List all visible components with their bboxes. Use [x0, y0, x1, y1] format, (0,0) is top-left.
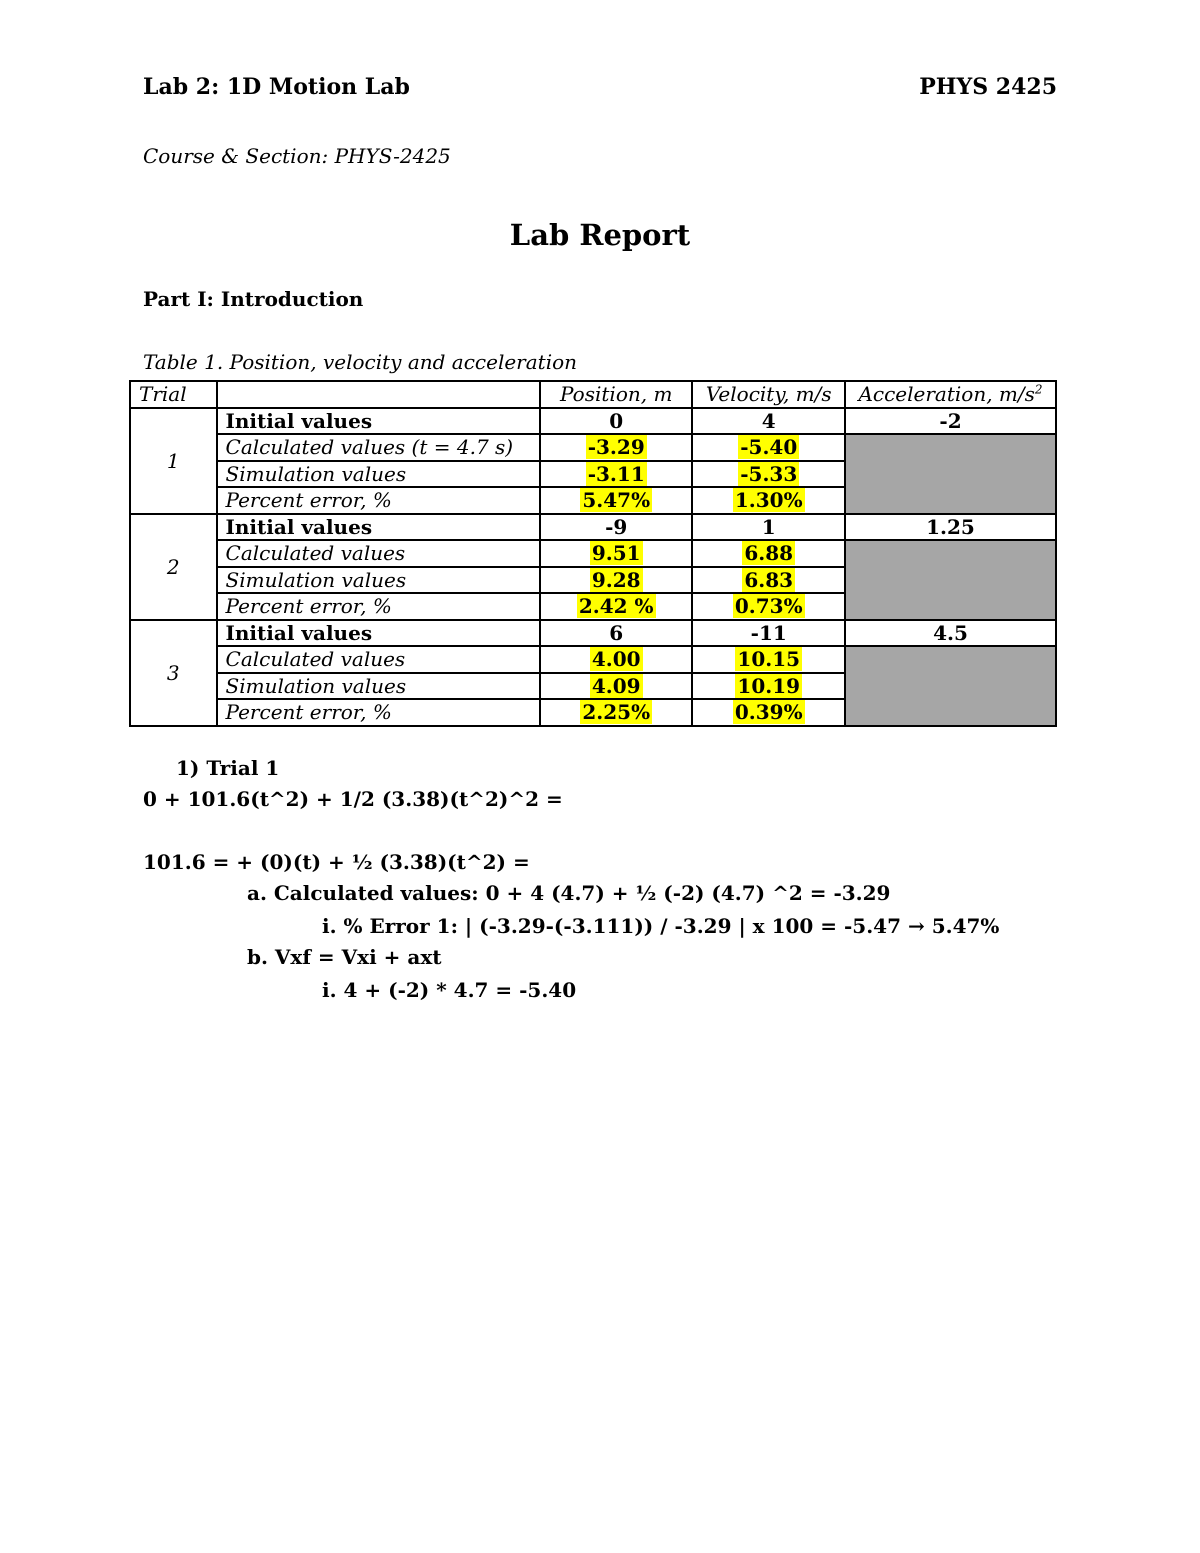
- highlighted-value: 2.25%: [582, 700, 651, 725]
- highlighted-value: 2.42 %: [578, 594, 654, 619]
- highlighted-value: 4.09: [591, 673, 641, 698]
- cell-acceleration: 1.25: [845, 514, 1056, 541]
- cell-velocity: [692, 487, 845, 514]
- header-trial: Trial: [130, 381, 217, 408]
- cell-position: [540, 434, 693, 461]
- row-label: Initial values: [217, 514, 540, 541]
- row-label: Calculated values: [217, 646, 540, 673]
- highlighted-value: 1.30%: [734, 488, 803, 513]
- work-line-2: 101.6 = + (0)(t) + ½ (3.38)(t^2) =: [143, 850, 530, 874]
- work-step-b: b. Vxf = Vxi + axt: [247, 945, 442, 969]
- work-line-1: 0 + 101.6(t^2) + 1/2 (3.38)(t^2)^2 =: [143, 787, 563, 811]
- work-step-a-i: i. % Error 1: | (-3.29-(-3.111)) / -3.29 | x 100 = -5.47 → 5.47%: [322, 914, 1000, 938]
- cell-position: [540, 699, 693, 726]
- cell-velocity: -11: [692, 620, 845, 647]
- table-row: [130, 434, 1056, 461]
- highlighted-value: 10.15: [737, 647, 801, 672]
- cell-velocity: [692, 461, 845, 488]
- cell-velocity: 1: [692, 514, 845, 541]
- row-label: Simulation values: [217, 461, 540, 488]
- table-caption: Table 1. Position, velocity and acceleration: [143, 350, 578, 374]
- cell-position: [540, 461, 693, 488]
- header-label: [217, 381, 540, 408]
- row-label: Initial values: [217, 620, 540, 647]
- table-row: [130, 514, 1056, 541]
- cell-velocity: [692, 593, 845, 620]
- cell-velocity: [692, 434, 845, 461]
- trial-number: 1: [130, 408, 217, 514]
- table-row: [130, 408, 1056, 435]
- work-step-b-i: i. 4 + (-2) * 4.7 = -5.40: [322, 978, 577, 1002]
- cell-position: 6: [540, 620, 693, 647]
- row-label: Percent error, %: [217, 699, 540, 726]
- row-label: Percent error, %: [217, 487, 540, 514]
- header-acceleration: [845, 381, 1056, 408]
- table-header-row: [130, 381, 1056, 408]
- cell-velocity: [692, 646, 845, 673]
- row-label: Calculated values (t = 4.7 s): [217, 434, 540, 461]
- row-label: Simulation values: [217, 673, 540, 700]
- highlighted-value: -5.40: [740, 435, 798, 460]
- table-row: [130, 540, 1056, 567]
- highlighted-value: -5.33: [740, 461, 798, 486]
- header-course-code: PHYS 2425: [919, 74, 1057, 100]
- highlighted-value: 0.73%: [734, 594, 803, 619]
- highlighted-value: 5.47%: [582, 488, 651, 513]
- header-acceleration-text: Acceleration, m/s: [858, 382, 1035, 407]
- highlighted-value: 9.51: [591, 541, 641, 566]
- cell-position: [540, 593, 693, 620]
- cell-position: [540, 646, 693, 673]
- data-table: [129, 380, 1057, 727]
- cell-velocity: [692, 699, 845, 726]
- highlighted-value: -3.11: [587, 461, 645, 486]
- cell-position: [540, 673, 693, 700]
- cell-position: [540, 540, 693, 567]
- trial-number: 2: [130, 514, 217, 620]
- cell-position: -9: [540, 514, 693, 541]
- table-row: [130, 646, 1056, 673]
- part-title: Part I: Introduction: [143, 287, 364, 311]
- row-label: Initial values: [217, 408, 540, 435]
- cell-acceleration: 4.5: [845, 620, 1056, 647]
- cell-velocity: [692, 567, 845, 594]
- grey-blank-cell: [845, 540, 1056, 620]
- cell-position: 0: [540, 408, 693, 435]
- cell-velocity: 4: [692, 408, 845, 435]
- work-step-a: a. Calculated values: 0 + 4 (4.7) + ½ (-2) (4.7) ^2 = -3.29: [247, 881, 891, 905]
- cell-velocity: [692, 673, 845, 700]
- highlighted-value: 0.39%: [734, 700, 803, 725]
- row-label: Percent error, %: [217, 593, 540, 620]
- cell-position: [540, 567, 693, 594]
- cell-acceleration: -2: [845, 408, 1056, 435]
- table-row: [130, 620, 1056, 647]
- row-label: Simulation values: [217, 567, 540, 594]
- cell-position: [540, 487, 693, 514]
- trial-number: 3: [130, 620, 217, 726]
- header-position: Position, m: [540, 381, 693, 408]
- header-left-title: Lab 2: 1D Motion Lab: [143, 74, 410, 100]
- report-title: Lab Report: [509, 218, 691, 252]
- highlighted-value: -3.29: [587, 435, 645, 460]
- highlighted-value: 4.00: [591, 647, 641, 672]
- highlighted-value: 6.88: [744, 541, 794, 566]
- work-item-trial-1: 1) Trial 1: [176, 756, 280, 780]
- course-section: Course & Section: PHYS-2425: [143, 144, 451, 168]
- row-label: Calculated values: [217, 540, 540, 567]
- highlighted-value: 6.83: [744, 567, 794, 592]
- header-velocity: Velocity, m/s: [692, 381, 845, 408]
- grey-blank-cell: [845, 646, 1056, 726]
- highlighted-value: 9.28: [591, 567, 641, 592]
- highlighted-value: 10.19: [737, 673, 801, 698]
- cell-velocity: [692, 540, 845, 567]
- header-acceleration-sup: 2: [1034, 382, 1043, 397]
- grey-blank-cell: [845, 434, 1056, 514]
